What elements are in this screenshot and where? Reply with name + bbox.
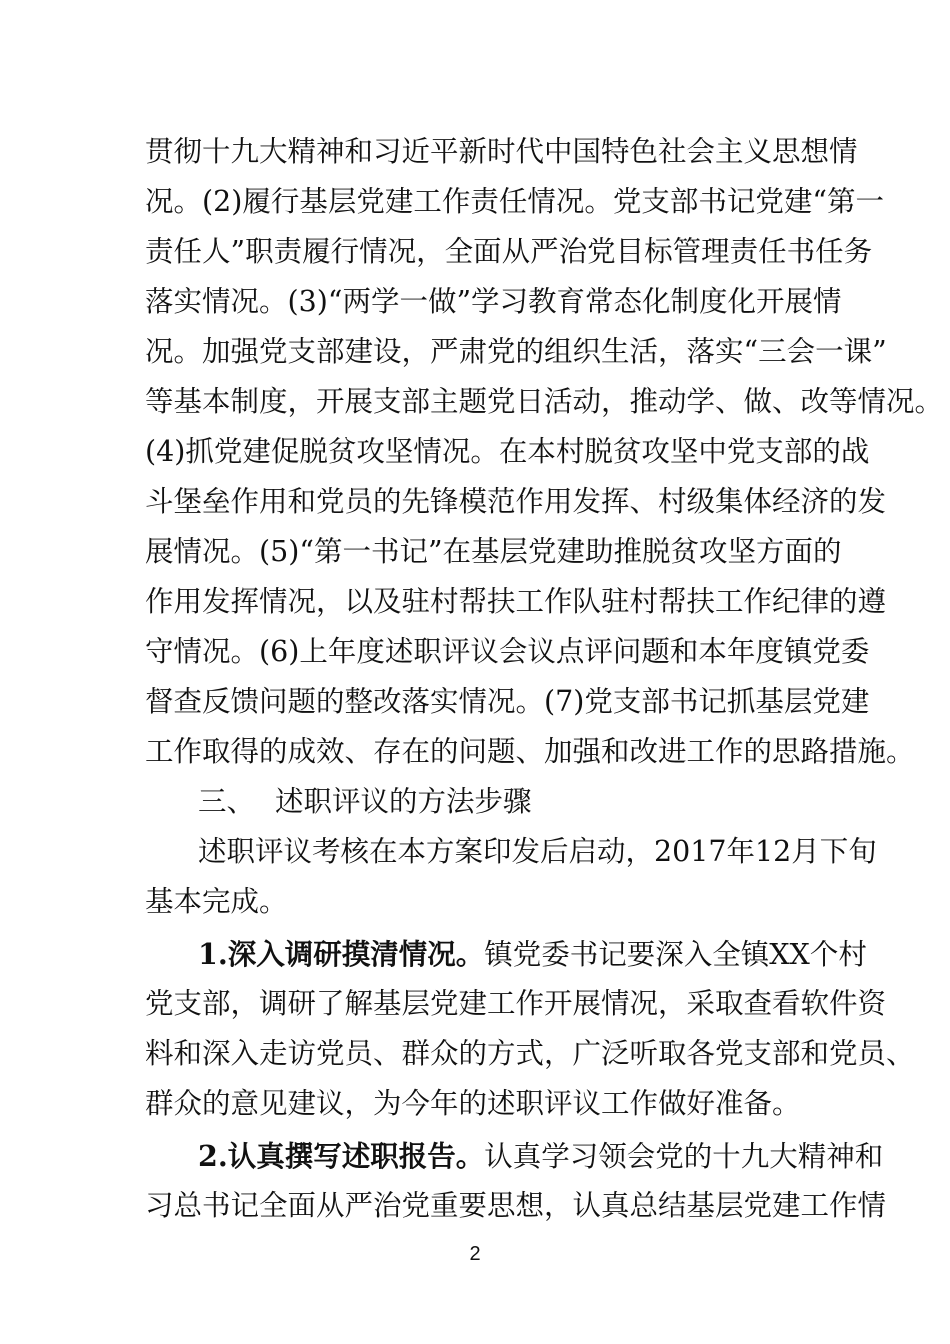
step2-first-line xyxy=(198,1131,884,1181)
body-line: 督查反馈问题的整改落实情况。(7)党支部书记抓基层党建 xyxy=(145,685,870,718)
section-heading xyxy=(198,777,532,827)
body-line: 党支部，调研了解基层党建工作开展情况，采取查看软件资 xyxy=(145,987,887,1020)
body-line: 工作取得的成效、存在的问题、加强和改进工作的思路措施。 xyxy=(145,735,915,768)
body-line: 习总书记全面从严治党重要思想，认真总结基层党建工作情 xyxy=(145,1189,887,1222)
intro-line: 述职评议考核在本方案印发后启动，2017年12月下旬 xyxy=(198,835,877,868)
page-number: 2 xyxy=(469,1243,481,1265)
body-line: 作用发挥情况，以及驻村帮扶工作队驻村帮扶工作纪律的遵 xyxy=(145,585,887,618)
body-line: 责任人”职责履行情况，全面从严治党目标管理责任书任务 xyxy=(145,235,873,268)
body-line: 群众的意见建议，为今年的述职评议工作做好准备。 xyxy=(145,1087,801,1120)
section-heading-number: 三、 xyxy=(198,785,256,818)
body-line: (4)抓党建促脱贫攻坚情况。在本村脱贫攻坚中党支部的战 xyxy=(145,435,870,468)
step1-text: 镇党委书记要深入全镇XX个村 xyxy=(484,938,867,971)
body-line: 守情况。(6)上年度述职评议会议点评问题和本年度镇党委 xyxy=(145,635,870,668)
body-line: 况。加强党支部建设，严肃党的组织生活，落实“三会一课” xyxy=(145,335,887,368)
body-line: 落实情况。(3)“两学一做”学习教育常态化制度化开展情 xyxy=(145,285,842,318)
step1-first-line xyxy=(198,929,867,979)
body-line: 斗堡垒作用和党员的先锋模范作用发挥、村级集体经济的发 xyxy=(145,485,887,518)
body-line: 料和深入走访党员、群众的方式，广泛听取各党支部和党员、 xyxy=(145,1037,915,1070)
section-heading-title: 述职评议的方法步骤 xyxy=(275,785,532,818)
body-line: 展情况。(5)“第一书记”在基层党建助推脱贫攻坚方面的 xyxy=(145,535,842,568)
body-line: 况。(2)履行基层党建工作责任情况。党支部书记党建“第一 xyxy=(145,185,884,218)
body-line: 等基本制度，开展支部主题党日活动，推动学、做、改等情况。 xyxy=(145,385,944,418)
step2-text: 认真学习领会党的十九大精神和 xyxy=(484,1140,884,1173)
step1-label: 1.深入调研摸清情况。 xyxy=(198,937,485,971)
step2-label: 2.认真撰写述职报告。 xyxy=(198,1139,485,1173)
body-line: 贯彻十九大精神和习近平新时代中国特色社会主义思想情 xyxy=(145,135,858,168)
intro-line: 基本完成。 xyxy=(145,885,288,918)
